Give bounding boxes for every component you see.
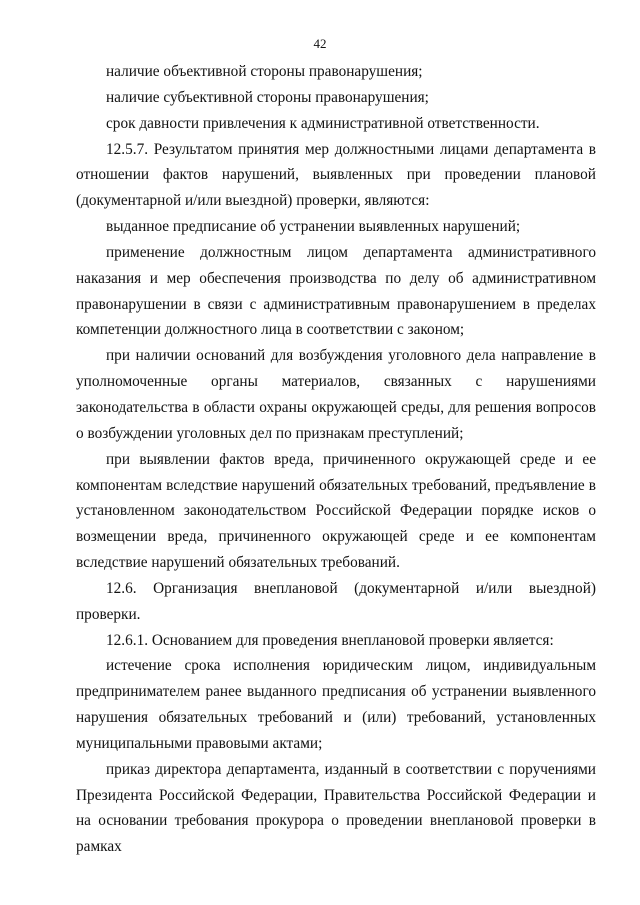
paragraph-limitation-period: срок давности привлечения к административной ответственности. [106, 114, 540, 132]
page-number: 42 [313, 36, 327, 51]
paragraph-12-6: 12.6. Организация внеплановой (документарной и/или выездной) проверки. [76, 579, 596, 623]
paragraph-criminal-case-referral: при наличии оснований для возбуждения уголовного дела направление в уполномоченные органы материалов, связанных с нарушениями законодательства в области охраны окружающей среды, для решения вопросов о возбуждении уголовных дел по признакам преступлений; [76, 347, 596, 442]
paragraph-damage-claims: при выявлении фактов вреда, причиненного окружающей среде и ее компонентам вследствие нарушений обязательных требований, предъявление в установленном законодательством Российской Федерации порядке исков о возмещении вреда, причиненного окружающей среде и ее компонентам вследствие нарушений обязательных требований. [76, 450, 596, 572]
paragraph-administrative-penalty: применение должностным лицом департамента административного наказания и мер обеспечения производства по делу об административном правонарушении в связи с административным правонарушением в пределах компетенции должностного лица в соответствии с законом; [76, 243, 596, 339]
paragraph-issued-order: выданное предписание об устранении выявленных нарушений; [106, 218, 521, 236]
paragraph-12-6-1: 12.6.1. Основанием для проведения внеплановой проверки является: [106, 631, 554, 649]
paragraph-12-5-7: 12.5.7. Результатом принятия мер должностными лицами департамента в отношении фактов нарушений, выявленных при проведении плановой (документарной и/или выездной) проверки, являются: [76, 140, 596, 210]
paragraph-subjective-side: наличие субъективной стороны правонарушения; [106, 88, 429, 106]
document-body [76, 59, 596, 860]
paragraph-director-order: приказ директора департамента, изданный в соответствии с поручениями Президента Российской Федерации, Правительства Российской Федерации и на основании требования прокурора о проведении внеплановой проверки в рамках [76, 760, 596, 856]
paragraph-objective-side: наличие объективной стороны правонарушения; [106, 63, 423, 80]
paragraph-order-deadline-expiry: истечение срока исполнения юридическим лицом, индивидуальным предпринимателем ранее выданного предписания об устранении выявленного нарушения обязательных требований и (или) требований, установленных муниципальными правовыми актами; [76, 657, 596, 752]
